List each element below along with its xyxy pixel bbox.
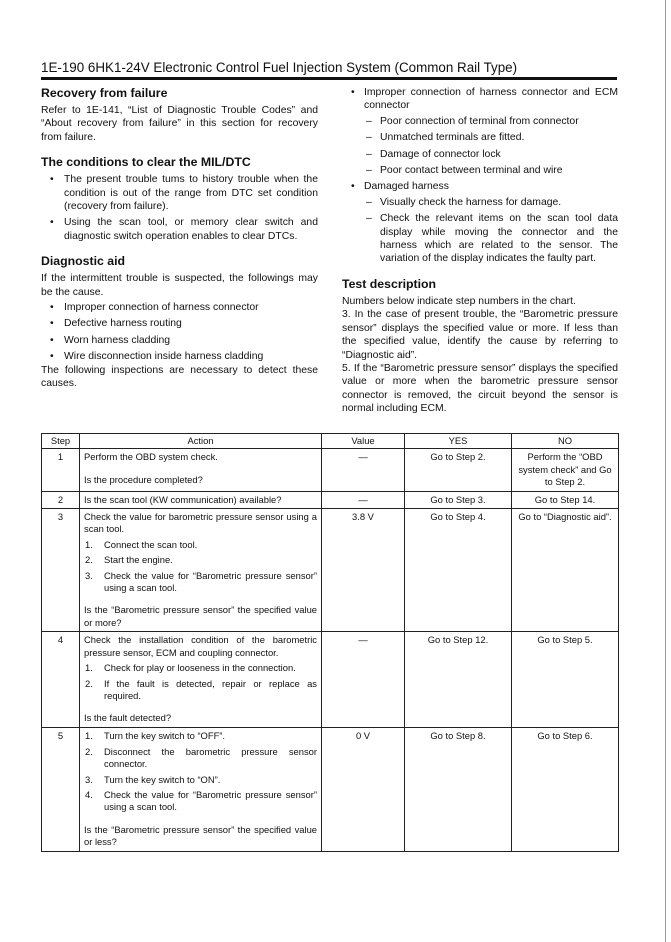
inspection-sublist [342,115,618,178]
no-cell: Perform the “OBD system check” and Go to Step 2. [512,449,619,491]
conditions-item: • The present trouble tums to history trouble when the condition is out of the range from DTC set condition (recovery from failure). [41,173,318,213]
left-column [41,86,318,391]
action-substep: 2. Disconnect the barometric pressure sensor connector. [85,745,317,770]
recovery-text: Refer to 1E-141, “List of Diagnostic Trouble Codes” and “About recovery from failure” in this section for recovery from failure. [41,105,318,143]
test-description-p1: Numbers below indicate step numbers in the chart. [342,295,576,307]
action-text: Perform the OBD system check. [84,451,218,463]
inspection-subitem: – Visually check the harness for damage. [342,196,618,209]
value-cell: — [322,632,405,728]
step-number: 3 [42,509,80,632]
no-cell: Go to Step 5. [512,632,619,728]
action-substep: 2. If the fault is detected, repair or replace as required. [85,677,317,701]
table-row [42,509,619,632]
inspection-subitem: – Damage of connector lock [342,148,618,161]
no-cell: Go to “Diagnostic aid”. [512,509,619,632]
header-step: Step [42,434,80,449]
inspection-subitem: – Poor contact between terminal and wire [342,164,618,177]
action-question: Is the “Barometric pressure sensor” the specified value or less? [84,823,317,848]
yes-cell: Go to Step 3. [405,491,512,508]
action-substep: 4. Check the value for “Barometric pressure sensor” using a scan tool. [85,788,317,813]
header-action: Action [80,434,322,449]
diagnostic-aid-intro: If the intermittent trouble is suspected, the followings may be the cause. [41,273,318,298]
action-text: Check the value for barometric pressure sensor using a scan tool. [84,511,317,535]
table-row [42,632,619,728]
step-number: 5 [42,728,80,851]
table-row [42,728,619,851]
value-cell: 3.8 V [322,509,405,632]
inspection-subitem: – Check the relevant items on the scan tool data display while moving the connector and the harness which are related to the sensor. The variation of the display indicates the faulty part. [342,212,618,266]
inspection-item-label: • Damaged harness [342,180,618,193]
test-description-p2: 3. In the case of present trouble, the “Barometric pressure sensor” displays the specified value or more. If less than the specified value, identify the cause by referring to “Diagnostic aid”. [342,309,618,361]
value-cell: — [322,449,405,491]
action-substep: 1. Connect the scan tool. [85,538,198,550]
conditions-item: • Using the scan tool, or memory clear switch and diagnostic switch operation enables to clear DTCs. [41,216,318,243]
action-cell [80,449,322,491]
header-rule [41,77,617,80]
table-row [42,491,619,508]
table-header-row [42,434,619,449]
test-description-heading: Test description [342,276,437,291]
action-question: Is the procedure completed? [84,473,203,485]
value-cell: 0 V [322,728,405,851]
action-cell [80,632,322,728]
header-value: Value [322,434,405,449]
diagnostic-aid-item: • Defective harness routing [41,317,318,330]
conditions-heading: The conditions to clear the MIL/DTC [41,155,251,170]
inspection-sublist [342,196,618,266]
diagnostic-aid-item: • Worn harness cladding [41,334,318,347]
page-header-title: 1E-190 6HK1-24V Electronic Control Fuel Injection System (Common Rail Type) [41,60,518,75]
recovery-heading: Recovery from failure [41,86,168,100]
right-column [342,86,618,416]
diagnostic-aid-list [41,301,318,364]
diagnostic-aid-heading: Diagnostic aid [41,254,126,269]
header-yes: YES [405,434,512,449]
yes-cell: Go to Step 8. [405,728,512,851]
action-substep: 2. Start the engine. [85,554,173,566]
conditions-list [41,173,318,243]
diagnostic-aid-item: • Improper connection of harness connector [41,301,318,314]
action-substep: 1. Check for play or looseness in the connection. [85,662,296,674]
value-cell: — [322,491,405,508]
step-number: 2 [42,491,80,508]
diagnostic-step-table [41,433,619,852]
no-cell: Go to Step 6. [512,728,619,851]
action-substep: 3. Turn the key switch to “ON”. [85,773,221,785]
page-edge-line [665,0,666,942]
action-substep: 1. Turn the key switch to “OFF”. [85,730,226,742]
action-question: Is the scan tool (KW communication) available? [84,493,282,505]
inspection-subitem: – Unmatched terminals are fitted. [342,131,618,144]
action-cell [80,728,322,851]
action-substep: 3. Check the value for “Barometric pressure sensor” using a scan tool. [85,569,317,594]
action-cell [80,491,322,508]
step-number: 4 [42,632,80,728]
action-text: Check the installation condition of the barometric pressure sensor, ECM and coupling connector. [84,634,317,658]
no-cell: Go to Step 14. [512,491,619,508]
test-description-p3: 5. If the “Barometric pressure sensor” displays the specified value or more when the barometric pressure sensor connector is removed, the circuit beyond the sensor is normal including ECM. [342,362,618,415]
diagnostic-aid-outro: The following inspections are necessary to detect these causes. [41,364,318,390]
step-number: 1 [42,449,80,491]
yes-cell: Go to Step 12. [405,632,512,728]
inspection-subitem: – Poor connection of terminal from connector [342,115,618,128]
diagnostic-aid-item: • Wire disconnection inside harness cladding [41,350,318,363]
yes-cell: Go to Step 4. [405,509,512,632]
yes-cell: Go to Step 2. [405,449,512,491]
action-question: Is the “Barometric pressure sensor” the specified value or more? [84,604,317,628]
header-no: NO [512,434,619,449]
action-cell [80,509,322,632]
action-question: Is the fault detected? [84,712,172,724]
inspection-item-label: • Improper connection of harness connector and ECM connector [342,86,618,113]
table-row [42,449,619,491]
